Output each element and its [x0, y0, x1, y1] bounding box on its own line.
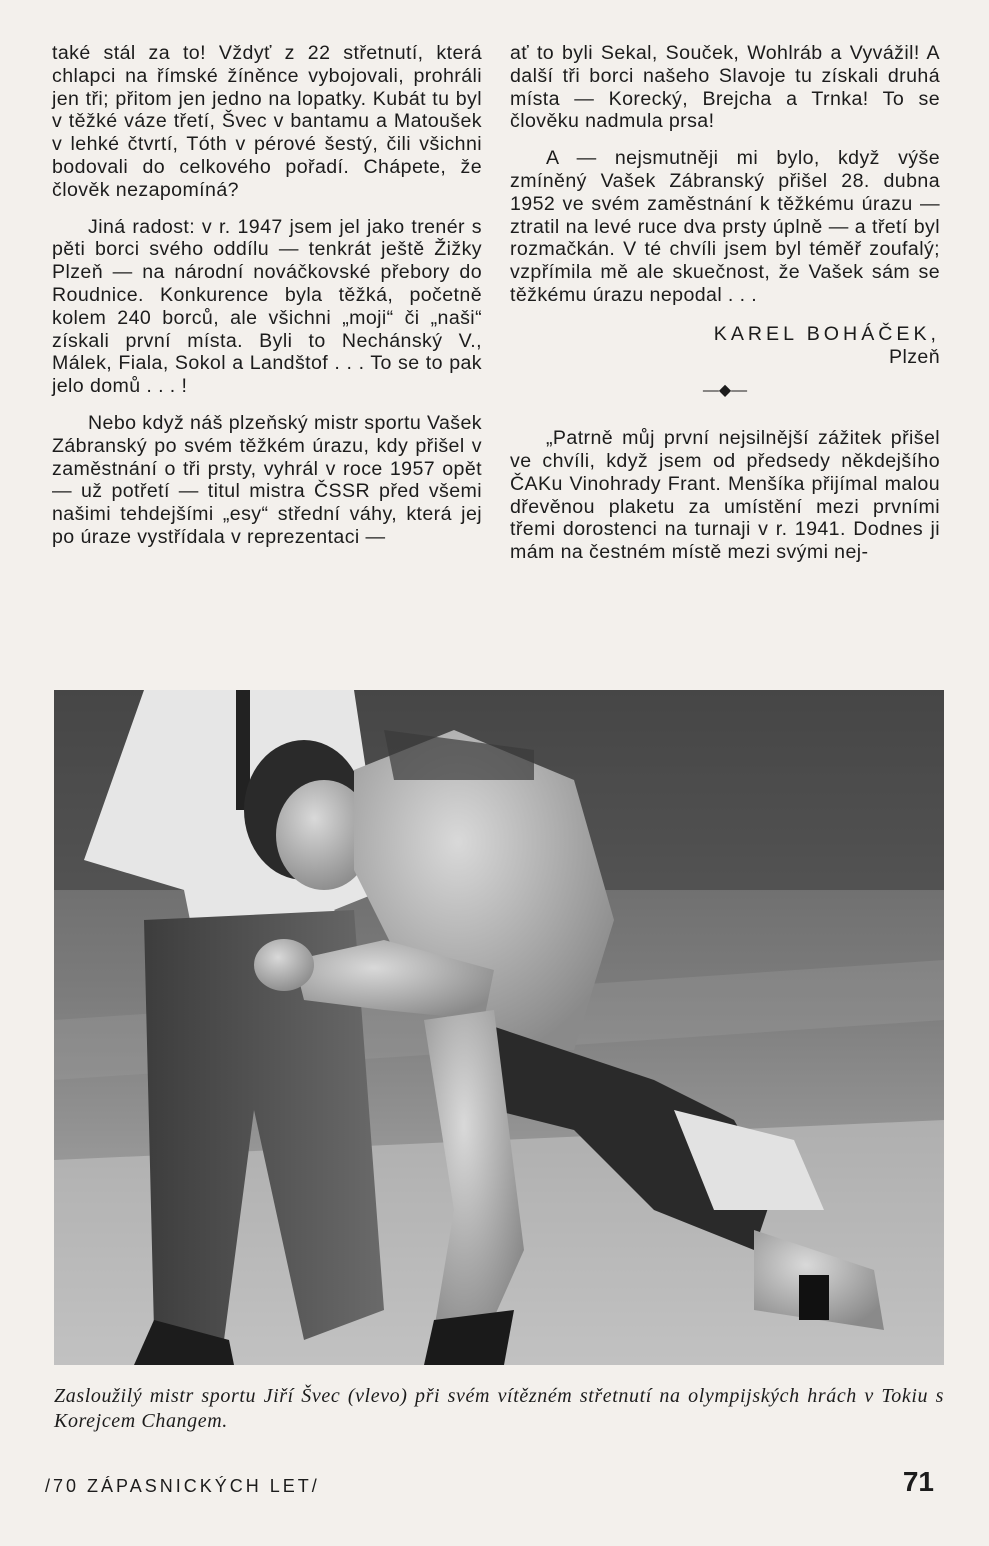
paragraph: Jiná radost: v r. 1947 jsem jel jako trenér s pěti borci svého oddílu — tenkrát ještě Žižky Plzeň — na národní nováčkovské přebory do Roudnice. Konkurence byla těžká, početně kolem 240 borců, ale všichni „moji“ či „naši“ získali první místa. Byli to Nechánský V., Málek, Fiala, Sokol a Landštof . . . To se to pak jelo domů . . . !: [52, 215, 482, 398]
right-text-column: [510, 42, 940, 578]
photo-caption: Zasloužilý mistr sportu Jiří Švec (vlevo) při svém vítězném střetnutí na olympijských hrách v Tokiu s Korejcem Changem.: [54, 1385, 944, 1432]
wrestling-photo: [54, 690, 944, 1365]
paragraph: také stál za to! Vždyť z 22 střetnutí, která chlapci na římské žíněnce vybojovali, prohráli jen tři; přitom jen jedno na lopatky. Kubát tu byl v těžké váze třetí, Švec v bantamu a Matoušek v lehké čtvrtí, Tóth v pérové šestý, čili všichni bodovali do celkového pořadí. Chápete, že člověk nezapomíná?: [52, 42, 482, 201]
paragraph: A — nejsmutněji mi bylo, když výše zmíněný Vašek Zábranský přišel 28. dubna 1952 ve svém zaměstnání k těžkému úrazu — ztratil na levé ruce dva prsty úplně — a třetí byl rozmačkán. V té chvíli jsem byl téměř zoufalý; vzpřímila mě ale skuečnost, že Vašek sám se těžkému úrazu nepodal . . .: [510, 147, 940, 306]
section-separator: —◆—: [702, 382, 748, 400]
paragraph: Nebo když náš plzeňský mistr sportu Vašek Zábranský po svém těžkém úrazu, kdy přišel v zaměstnání o tři prsty, vyhrál v roce 1957 opět — už potřetí — titul mistra ČSSR před všemi našimi tehdejšími „esy“ střední váhy, která jej po úraze vystřídala v reprezentaci —: [52, 411, 482, 548]
author-place: Plzeň: [888, 345, 940, 368]
left-text-column: [52, 42, 482, 563]
author-name: KAREL BOHÁČEK,: [713, 322, 940, 345]
paragraph: ať to byli Sekal, Souček, Wohlráb a Vyvážil! A další tři borci našeho Slavoje tu získali druhá místa — Korecký, Brejcha a Trnka! To se člověku nadmula prsa!: [510, 42, 940, 133]
running-footer-title: /70 ZÁPASNICKÝCH LET/: [45, 1476, 320, 1496]
wrestling-photo-illustration: [54, 690, 944, 1365]
paragraph: „Patrně můj první nejsilnější zážitek přišel ve chvíli, když jsem od předsedy někdejšího ČAKu Vinohrady Frant. Menšíka přijímal malou dřevěnou plaketu za umístění mezi prvními třemi dorostenci na turnaji v r. 1941. Dodnes ji mám na čestném místě mezi svými nej-: [510, 427, 940, 564]
page-number: 71: [902, 1466, 934, 1497]
